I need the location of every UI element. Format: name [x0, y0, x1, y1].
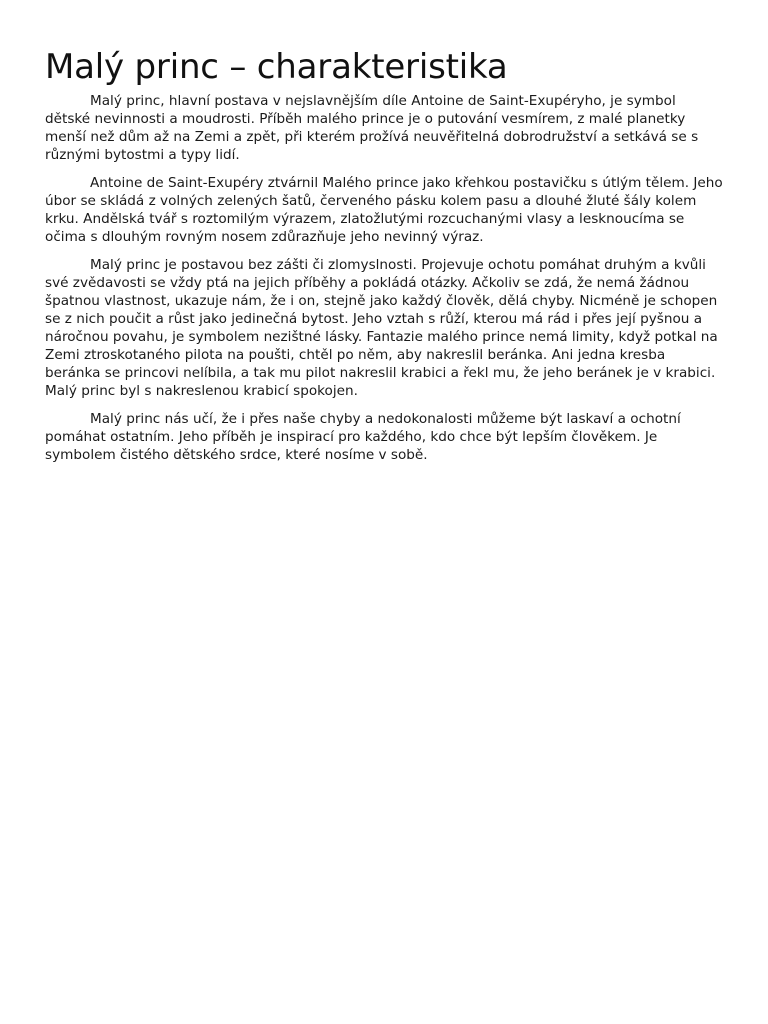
paragraph-2: Antoine de Saint-Exupéry ztvárnil Malého prince jako křehkou postavičku s útlým tělem. Jeho úbor se skládá z volných zelených šatů, červeného pásku kolem pasu a dlouhé žluté šály kolem krku. Andělská tvář s roztomilým výrazem, zlatožlutými rozcuchanými vlasy a lesknoucíma se očima s dlouhým rovným nosem zdůrazňuje jeho nevinný výraz. — [45, 175, 723, 245]
paragraph-3: Malý princ je postavou bez zášti či zlomyslnosti. Projevuje ochotu pomáhat druhým a kvůli své zvědavosti se vždy ptá na jejich příběhy a pokládá otázky. Ačkoliv se zdá, že nemá žádnou špatnou vlastnost, ukazuje nám, že i on, stejně jako každý člověk, dělá chyby. Nicméně je schopen se z nich poučit a růst jako jedinečná bytost. Jeho vztah s růží, kterou má rád i přes její pyšnou a náročnou povahu, je symbolem nezištné lásky. Fantazie malého prince nemá limity, když potkal na Zemi ztroskotaného pilota na poušti, chtěl po něm, aby nakreslil beránka. Ani jedna kresba beránka se princovi nelíbila, a tak mu pilot nakreslil krabici a řekl mu, že jeho beránek je v krabici. Malý princ byl s nakreslenou krabicí spokojen. — [45, 257, 718, 399]
paragraph-1: Malý princ, hlavní postava v nejslavnějším díle Antoine de Saint-Exupéryho, je symbol dětské nevinnosti a moudrosti. Příběh malého prince je o putování vesmírem, z malé planetky menší než dům až na Zemi a zpět, při kterém prožívá neuvěřitelná dobrodružství a setkává se s různými bytostmi a typy lidí. — [45, 93, 699, 163]
document-title: Malý princ – charakteristika — [45, 47, 508, 87]
paragraph-4: Malý princ nás učí, že i přes naše chyby a nedokonalosti můžeme být laskaví a ochotní pomáhat ostatním. Jeho příběh je inspirací pro každého, kdo chce být lepším člověkem. Je symbolem čistého dětského srdce, které nosíme v sobě. — [45, 411, 681, 463]
document-page — [45, 46, 723, 474]
